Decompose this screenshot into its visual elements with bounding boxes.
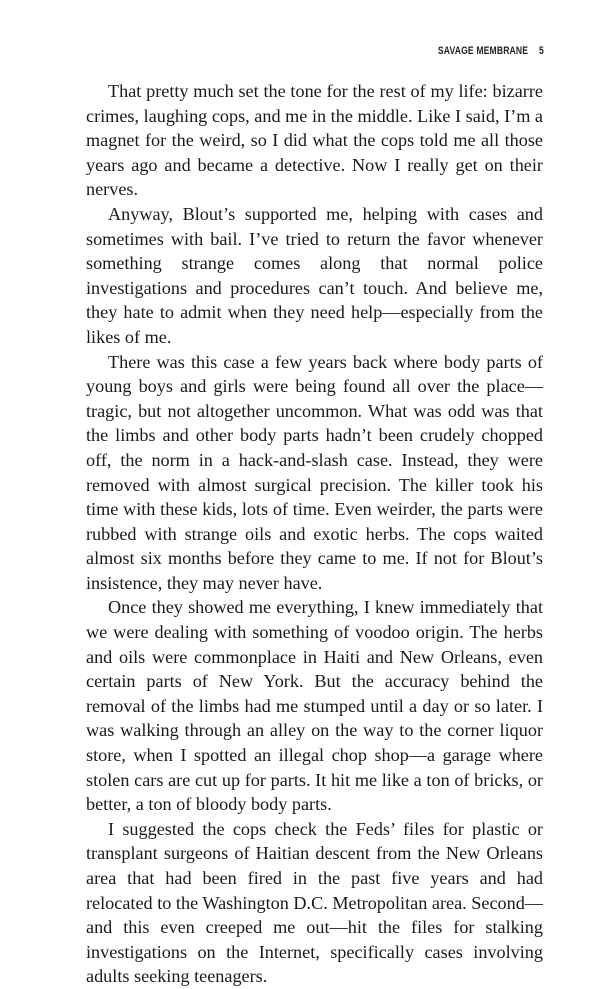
book-title: SAVAGE MEMBRANE bbox=[437, 45, 529, 57]
paragraph: I suggested the cops check the Feds’ files for plastic or transplant surgeons of Haitian descent from the New Orleans area that had been fired in the past five years and had relocated to the Washington D.C. Metropolitan area. Second—and this even creeped me out—hit the files for stalking investigations on the Internet, specifically cases involving adults seeking teenagers. bbox=[86, 818, 543, 987]
paragraph: Once they showed me everything, I knew immediately that we were dealing with something of voodoo origin. The herbs and oils were commonplace in Haiti and New Orleans, even certain parts of New York. But the accuracy behind the removal of the limbs had me stumped until a day or so later. I was walking through an alley on the way to the corner liquor store, when I spotted an illegal chop shop—a garage where stolen cars are cut up for parts. It hit me like a ton of bricks, or better, a ton of bloody body parts. bbox=[86, 597, 543, 815]
body-text bbox=[86, 79, 543, 989]
paragraph: That pretty much set the tone for the rest of my life: bizarre crimes, laughing cops, and me in the middle. Like I said, I’m a magnet for the weird, so I did what the cops told me all those years ago and became a detective. Now I really get on their nerves. bbox=[86, 81, 543, 200]
page-number: 5 bbox=[539, 45, 544, 57]
running-head bbox=[438, 45, 544, 57]
paragraph: There was this case a few years back where body parts of young boys and girls were being found all over the place—tragic, but not altogether uncommon. What was odd was that the limbs and other body parts hadn’t been crudely chopped off, the norm in a hack-and-slash case. Instead, they were removed with almost surgical precision. The killer took his time with these kids, lots of time. Even weirder, the parts were rubbed with strange oils and exotic herbs. The cops waited almost six months before they came to me. If not for Blout’s insistence, they may never have. bbox=[86, 351, 543, 593]
paragraph: Anyway, Blout’s supported me, helping with cases and sometimes with bail. I’ve tried to return the favor whenever something strange comes along that normal police investigations and procedures can’t touch. And believe me, they hate to admit when they need help—especially from the likes of me. bbox=[86, 203, 543, 347]
